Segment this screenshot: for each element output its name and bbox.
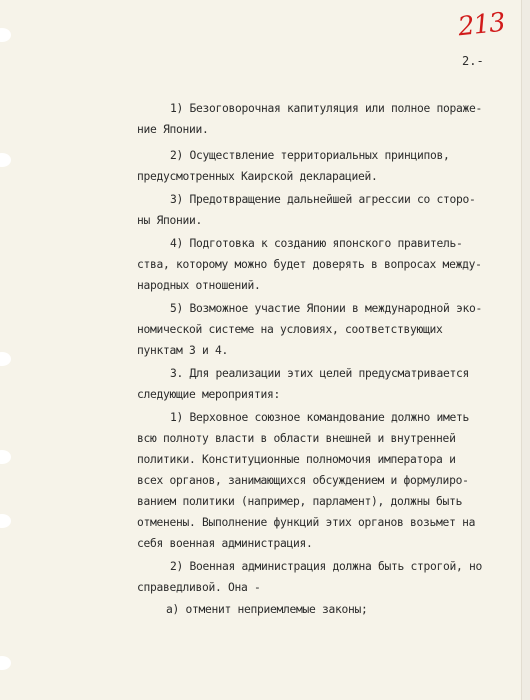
punch-hole <box>0 450 11 464</box>
page-number: 2.- <box>462 54 484 68</box>
text-line: ны Японии. <box>137 214 203 227</box>
text-line: 1) Безоговорочная капитуляция или полное пораже- <box>170 102 483 115</box>
text-line: следующие мероприятия: <box>137 388 281 401</box>
text-line: номической системе на условиях, соответствующих <box>137 323 443 336</box>
text-line: 5) Возможное участие Японии в международной эко- <box>170 302 483 315</box>
text-line: справедливой. Она - <box>137 581 261 594</box>
punch-hole <box>0 514 11 528</box>
text-line: 2) Военная администрация должна быть строгой, но <box>170 560 483 573</box>
text-line: а) отменит неприемлемые законы; <box>166 603 368 616</box>
text-line: всю полноту власти в области внешней и внутренней <box>137 432 456 445</box>
text-line: ванием политики (например, парламент), должны быть <box>137 495 463 508</box>
text-line: 2) Осуществление территориальных принципов, <box>170 149 450 162</box>
text-line: народных отношений. <box>137 279 261 292</box>
text-line: 4) Подготовка к созданию японского правитель- <box>170 237 463 250</box>
text-line: 3. Для реализации этих целей предусматривается <box>170 367 470 380</box>
text-line: всех органов, занимающихся обсуждением и формулиро- <box>137 474 469 487</box>
text-line: отменены. Выполнение функций этих органов возьмет на <box>137 516 476 529</box>
text-line: пунктам 3 и 4. <box>137 344 229 357</box>
text-line: предусмотренных Каирской декларацией. <box>137 170 378 183</box>
text-line: 1) Верховное союзное командование должно иметь <box>170 411 470 424</box>
text-line: ние Японии. <box>137 123 209 136</box>
archive-number: 213 <box>456 7 507 43</box>
text-line: 3) Предотвращение дальнейшей агрессии со сторо- <box>170 193 476 206</box>
text-line: себя военная администрация. <box>137 537 313 550</box>
punch-hole <box>0 352 11 366</box>
sheet-edge <box>521 0 530 700</box>
text-line: политики. Конституционные полномочия императора и <box>137 453 456 466</box>
text-line: ства, которому можно будет доверять в вопросах между- <box>137 258 482 271</box>
punch-hole <box>0 656 11 670</box>
